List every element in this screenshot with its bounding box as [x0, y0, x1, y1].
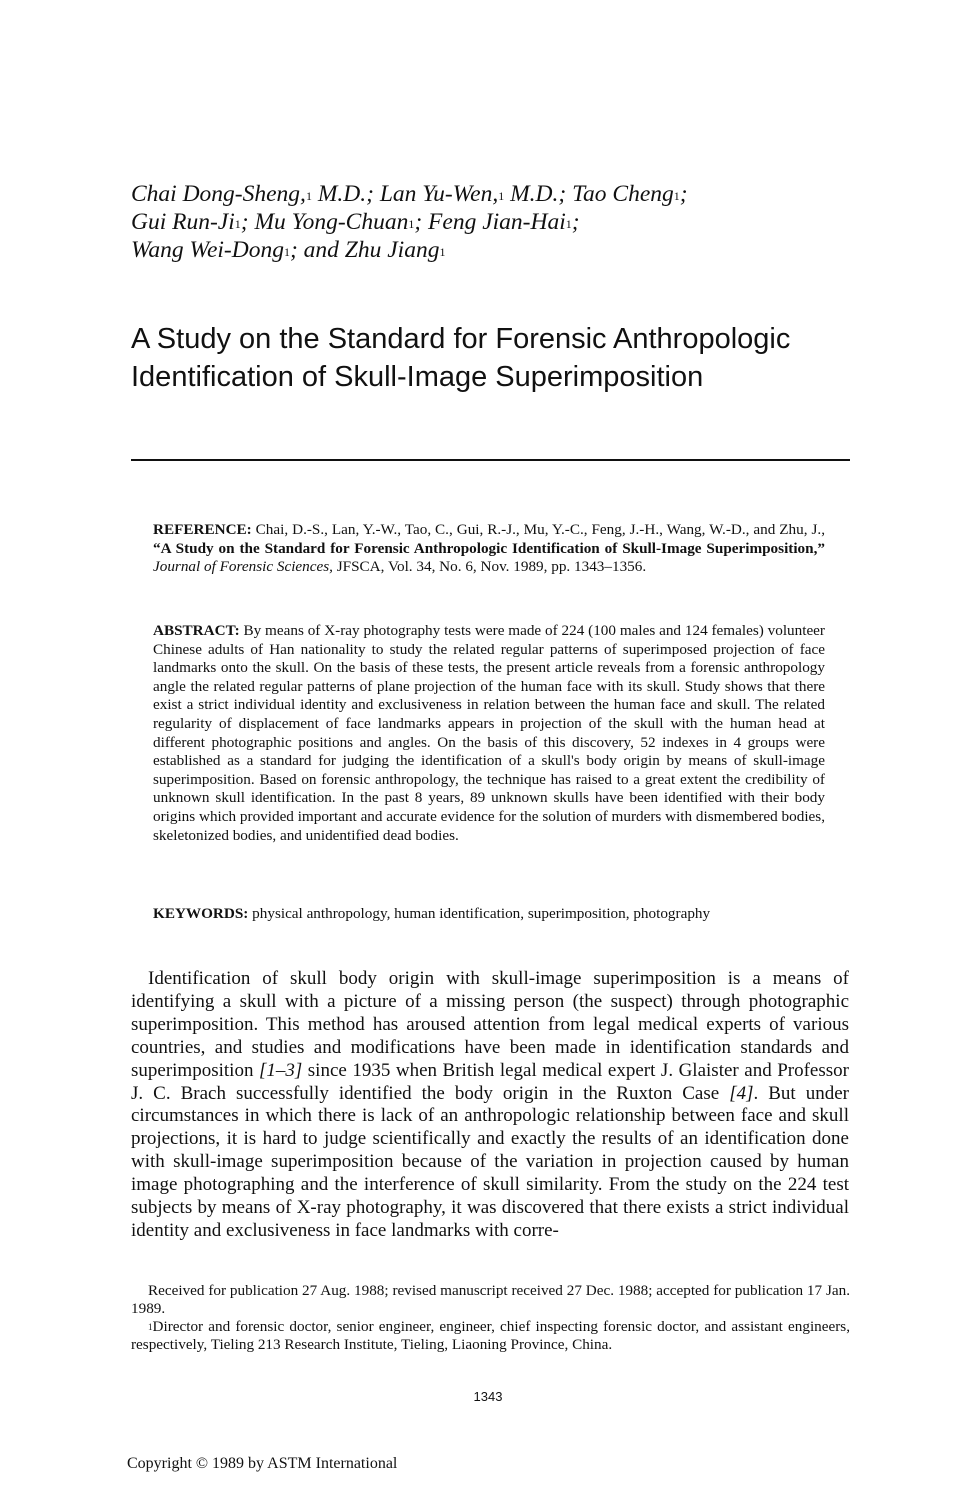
footnote-affiliation [131, 1318, 850, 1354]
title-divider [131, 459, 850, 461]
affiliation-marker: 1 [439, 245, 446, 259]
abstract-label: ABSTRACT: [153, 622, 240, 639]
body-text-part: since 1935 when British legal medical expert J. Glaister and Professor J. C. Brach successfully identified the body origin in the Ruxton Case [131, 1059, 849, 1104]
footnote-received: Received for publication 27 Aug. 1988; revised manuscript received 27 Dec. 1988; accepted for publication 17 Jan. 1989. [131, 1282, 850, 1317]
reference-article-title: “A Study on the Standard for Forensic Anthropologic Identification of Skull-Image Superimposition,” [153, 539, 825, 557]
body-paragraph [131, 968, 849, 1243]
keywords-label: KEYWORDS: [153, 905, 249, 922]
author-name: Feng Jian-Hai [428, 209, 566, 235]
reference-label: REFERENCE: [153, 521, 252, 538]
citation: [1–3] [258, 1059, 303, 1081]
keywords-text: physical anthropology, human identification, superimposition, photography [248, 905, 711, 922]
affiliation-text: Director and forensic doctor, senior engineer, engineer, chief inspecting forensic doctor, and assistant engineers, respectively, Tieling 213 Research Institute, Tieling, Liaoning Province, China. [131, 1318, 850, 1353]
reference-paragraph [153, 521, 825, 577]
reference-details: JFSCA, Vol. 34, No. 6, Nov. 1989, pp. 1343–1356. [332, 558, 647, 576]
author-name: Lan Yu-Wen, [379, 181, 499, 207]
affiliation-marker: 1 [498, 189, 505, 203]
body-text-part: Identification of skull body origin with skull-image superimposition is a means of identifying a skull with a picture of a missing person (the suspect) through photographic superimposition. This method has aroused attention from legal medical experts of various countries, and studies and modifications have been made in identification standards and superimposition [131, 968, 849, 1081]
copyright-notice: Copyright © 1989 by ASTM International [127, 1455, 398, 1472]
author-name: Gui Run-Ji [131, 209, 235, 235]
author-separator: ; [571, 209, 580, 235]
affiliation-marker: 1 [673, 189, 680, 203]
body-text-part: . But under circumstances in which there is lack of an anthropologic relationship between face and skull projections, it is hard to judge scientifically and exactly the results of an identification done with skull-image superimposition because of the variation in projection caused by human image photographing and the interference of skull similarity. From the study on the 224 test subjects by means of X-ray photography, it was discovered that there exists a strict individual identity and exclusiveness in face landmarks with corre- [131, 1082, 849, 1241]
reference-authors: Chai, D.-S., Lan, Y.-W., Tao, C., Gui, R.-J., Mu, Y.-C., Feng, J.-H., Wang, W.-D., and Zhu, J., [251, 521, 825, 538]
affiliation-marker: 1 [305, 189, 312, 203]
author-separator: ; [679, 181, 688, 207]
author-list [131, 180, 851, 264]
author-separator: ; and [289, 237, 345, 263]
author-separator: ; [414, 209, 429, 235]
author-name: Zhu Jiang [344, 237, 440, 263]
footnotes [131, 1282, 850, 1354]
affiliation-marker: 1 [408, 217, 415, 231]
affiliation-marker: 1 [148, 1322, 153, 1332]
page-number: 1343 [473, 1389, 503, 1404]
affiliation-marker: 1 [234, 217, 241, 231]
keywords-paragraph [153, 905, 833, 924]
author-name: Mu Yong-Chuan [254, 209, 409, 235]
author-degree: M.D.; [504, 181, 573, 207]
author-name: Wang Wei-Dong [131, 237, 284, 263]
abstract-text: By means of X-ray photography tests were made of 224 (100 males and 124 females) volunteer Chinese adults of Han nationality to study the related regular patterns of superimposed projection of face landmarks onto the skull. On the basis of these tests, the present article reveals from a forensic anthropology angle the related regular patterns of plane projection of the human face with its skull. Study shows that there exist a strict individual identity and exclusiveness in relation between the human face and skull. The related regularity of displacement of face landmarks appears in projection of the skull with the human head at different photographic positions and angles. On the basis of this discovery, 52 indexes in 4 groups were established as a standard for judging the identification of a skull's body origin by means of skull-image superimposition. Based on forensic anthropology, the technique has raised to a great extent the credibility of unknown skull identification. In the past 8 years, 89 unknown skulls have been identified with their body origins which provided important and accurate evidence for the solution of murders with dismembered bodies, skeletonized bodies, and unidentified dead bodies. [153, 622, 825, 844]
paper-title: A Study on the Standard for Forensic Anthropologic Identification of Skull-Image Superimposition [131, 323, 791, 393]
reference-journal: Journal of Forensic Sciences, [153, 558, 333, 576]
author-name: Chai Dong-Sheng, [131, 181, 306, 207]
affiliation-marker: 1 [565, 217, 572, 231]
author-degree: M.D.; [311, 181, 380, 207]
abstract-paragraph [153, 622, 825, 845]
affiliation-marker: 1 [283, 245, 290, 259]
author-name: Tao Cheng [572, 181, 674, 207]
author-separator: ; [240, 209, 255, 235]
citation: [4] [729, 1082, 754, 1104]
